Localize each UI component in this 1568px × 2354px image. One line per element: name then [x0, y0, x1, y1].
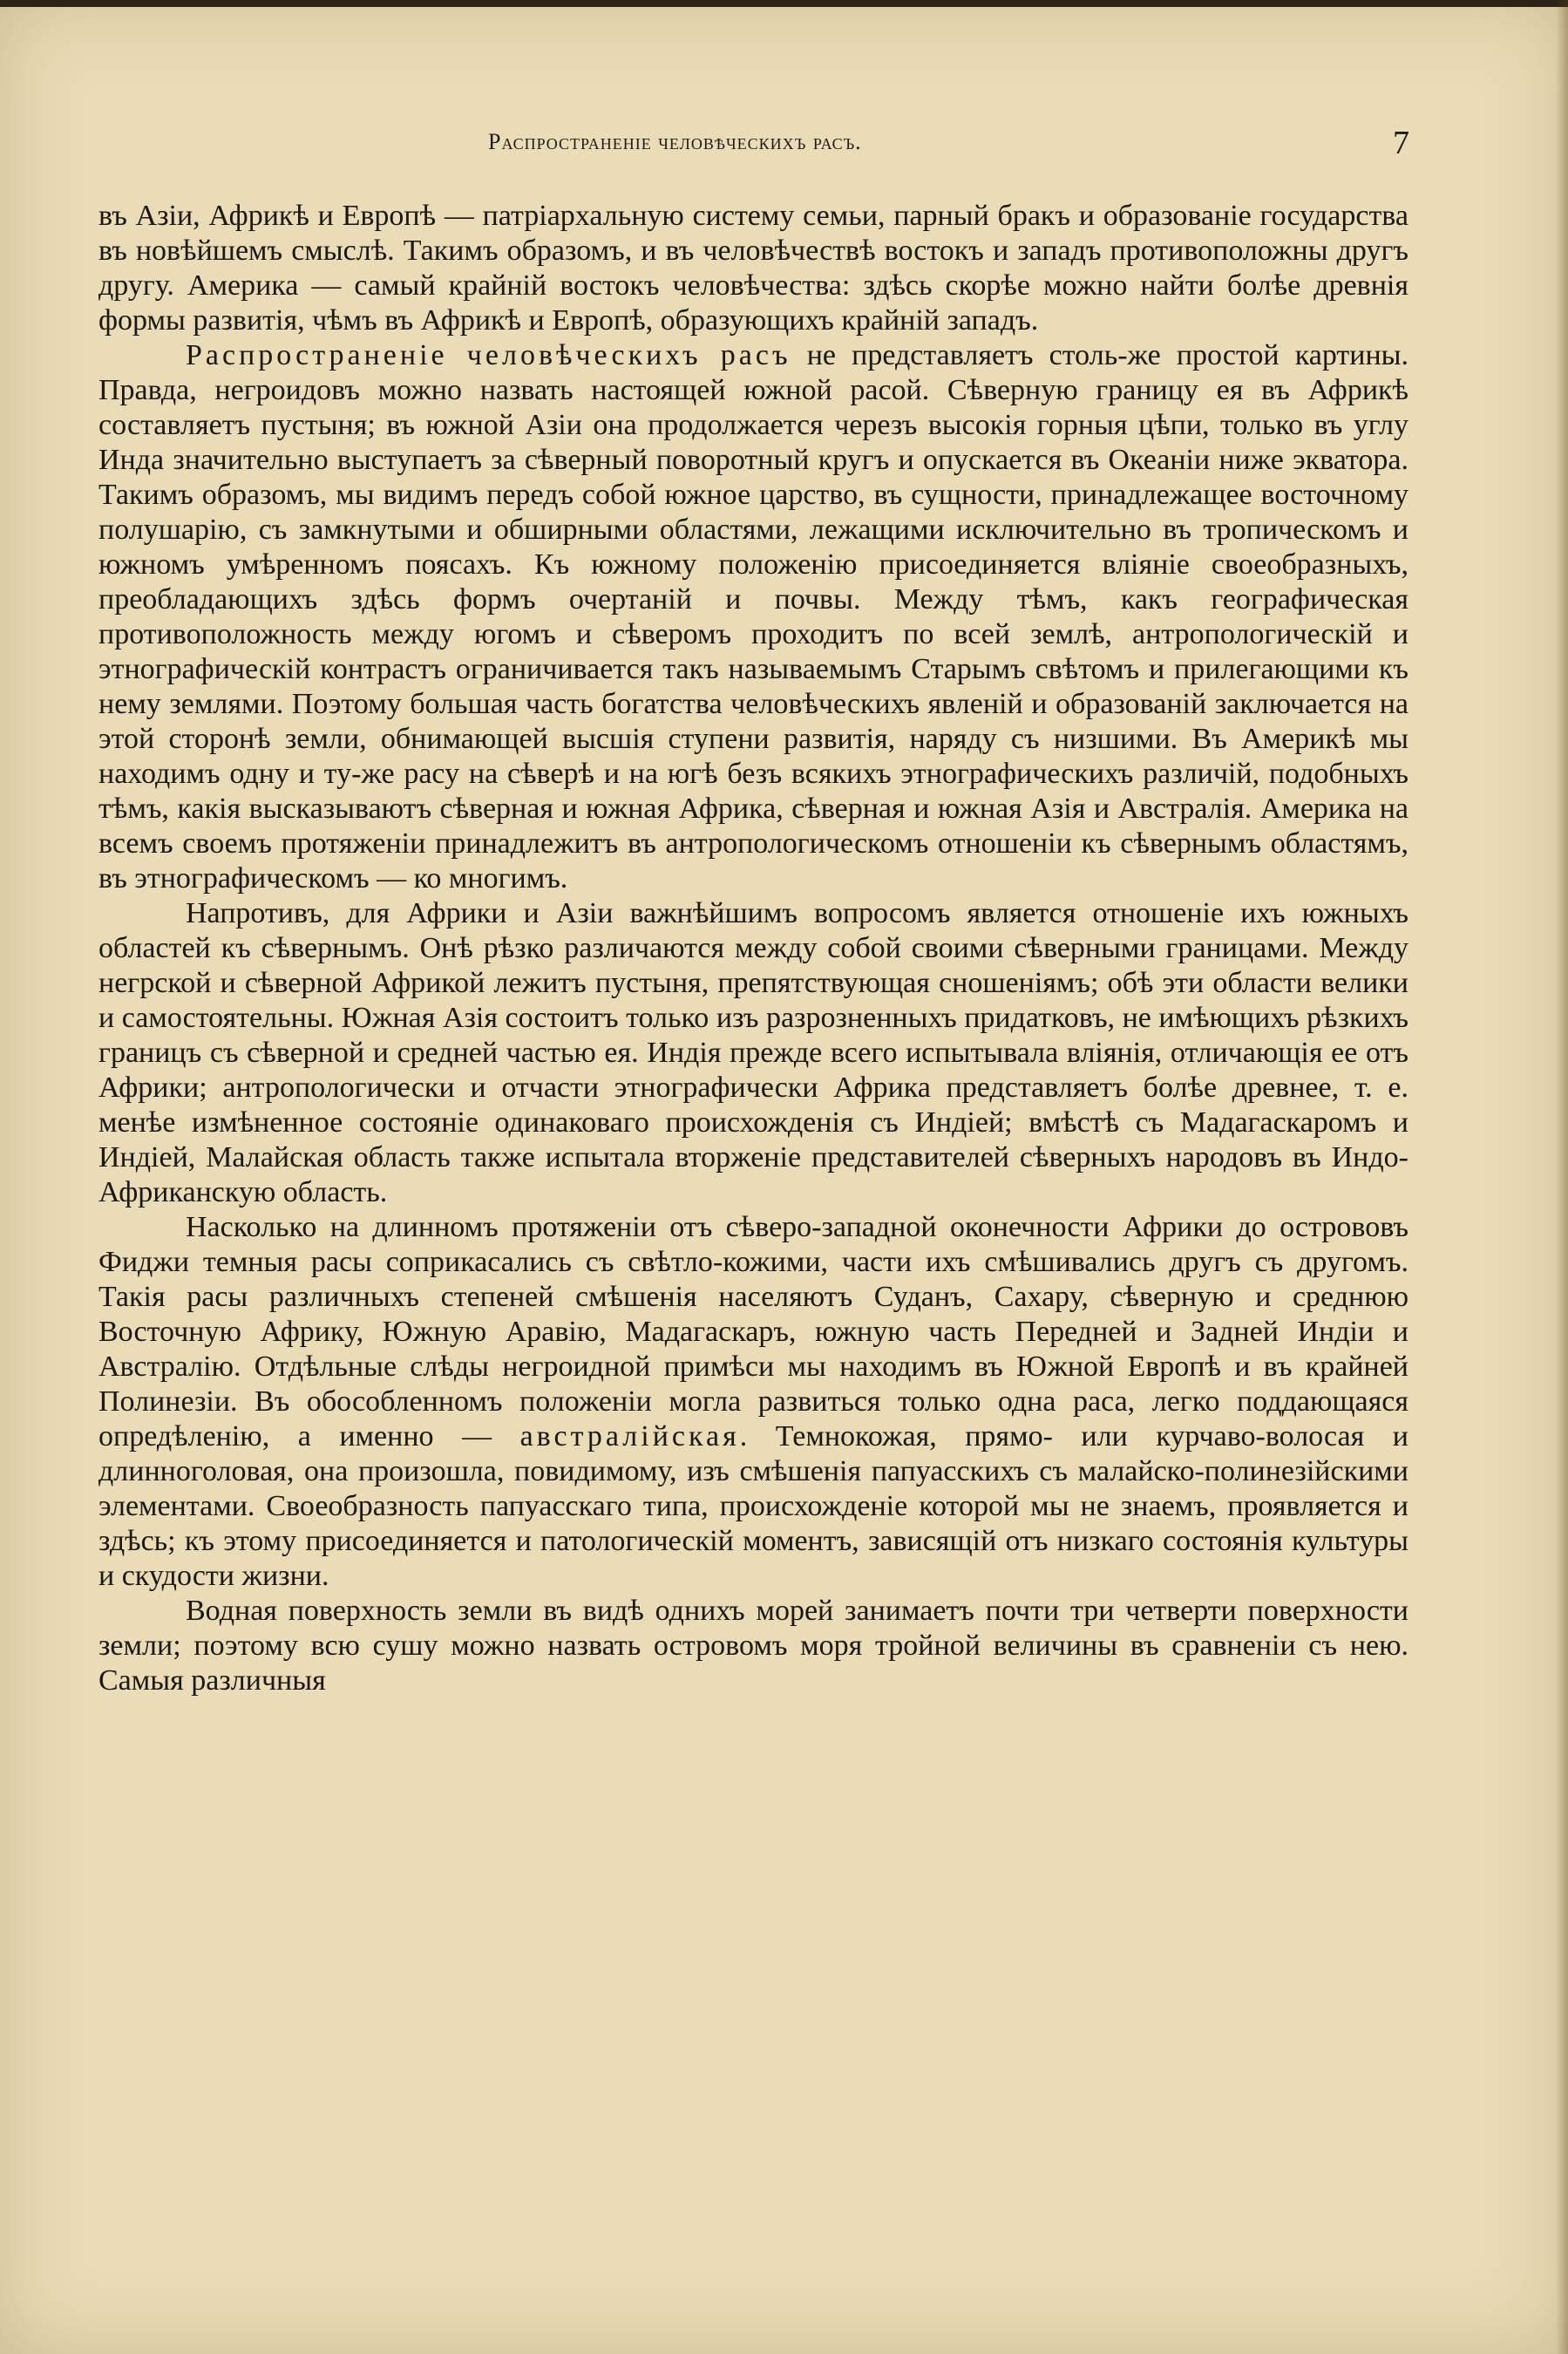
page-number: 7 — [1393, 125, 1409, 161]
paragraph-5: Водная поверхность земли въ видѣ однихъ морей занимаетъ почти три четверти поверхности земли; поэтому всю сушу можно назвать островомъ моря тройной величины въ сравненіи съ нею. Самыя различныя — [98, 1595, 1408, 1697]
paragraph-2-lead: Распространеніе человѣческихъ расъ — [186, 339, 791, 371]
paragraph-3: Напротивъ, для Африки и Азіи важнѣйшимъ вопросомъ является отношеніе ихъ южныхъ областей къ сѣвернымъ. Онѣ рѣзко различаются между собой своими сѣверными границами. Между негрской и сѣверной Африкой лежитъ пустыня, препятствующая сношеніямъ; обѣ эти области велики и самостоятельны. Южная Азія состоитъ только изъ разрозненныхъ придатковъ, не имѣющихъ рѣзкихъ границъ съ сѣверной и средней частью ея. Индія прежде всего испытывала вліянія, отличающія ее отъ Африки; антропологически и отчасти этнографически Африка представляетъ болѣе древнее, т. е. менѣе измѣненное состояніе одинаковаго происхожденія съ Индіей; вмѣстѣ съ Мадагаскаромъ и Индіей, Малайская область также испытала вторженіе представителей сѣверныхъ народовъ въ Индо-Африканскую область. — [98, 897, 1408, 1208]
paragraph-2 — [98, 338, 1408, 896]
paragraph-4-part-b: . Темнокожая, прямо- или курчаво-волосая и длинноголовая, она произошла, повидимому, изъ смѣшенія папуасскихъ съ малайско-полинезійскими элементами. Своеобразность папуасскаго типа, происхожденіе которой мы не знаемъ, проявляется и здѣсь; къ этому присоединяется и патологическій моментъ, зависящій отъ низкаго состоянія культуры и скудости жизни. — [98, 1420, 1408, 1592]
paragraph-4 — [98, 1210, 1408, 1594]
paragraph-2-rest: не представляетъ столь-же простой картины. Правда, негроидовъ можно назвать настоящей южной расой. Сѣверную границу ея въ Африкѣ составляетъ пустыня; въ южной Азіи она продолжается черезъ высокія горныя цѣпи, только въ углу Инда значительно выступаетъ за сѣверный поворотный кругъ и опускается въ Океаніи ниже экватора. Такимъ образомъ, мы видимъ передъ собой южное царство, въ сущности, принадлежащее восточному полушарію, съ замкнутыми и обширными областями, лежащими исключительно въ тропическомъ и южномъ умѣренномъ поясахъ. Къ южному положенію присоединяется вліяніе своеобразныхъ, преобладающихъ здѣсь формъ очертаній и почвы. Между тѣмъ, какъ географическая противоположность между югомъ и сѣверомъ проходитъ по всей землѣ, антропологическій и этнографическій контрастъ ограничивается такъ называемымъ Старымъ свѣтомъ и прилегающими къ нему землями. Поэтому большая часть богатства человѣческихъ явленій и образованій заключается на этой сторонѣ земли, обнимающей высшія ступени развитія, наряду съ низшими. Въ Америкѣ мы находимъ одну и ту-же расу на сѣверѣ и на югѣ безъ всякихъ этнографическихъ различій, подобныхъ тѣмъ, какія высказываютъ сѣверная и южная Африка, сѣверная и южная Азія и Австралія. Америка на всемъ своемъ протяженіи принадлежитъ въ антропологическомъ отношеніи къ сѣвернымъ областямъ, въ этнографическомъ — ко многимъ. — [98, 339, 1409, 895]
running-head: Распространеніе человѣческихъ расъ. — [488, 129, 862, 154]
paragraph-4-spaced-term: австралійская — [519, 1420, 740, 1453]
body-text — [98, 199, 1408, 1698]
paragraph-1: въ Азіи, Африкѣ и Европѣ — патріархальную систему семьи, парный бракъ и образованіе государства въ новѣйшемъ смыслѣ. Такимъ образомъ, и въ человѣчествѣ востокъ и западъ противоположны другъ другу. Америка — самый крайній востокъ человѣчества: здѣсь скорѣе можно найти болѣе древнія формы развитія, чѣмъ въ Африкѣ и Европѣ, образующихъ крайній западъ. — [98, 200, 1408, 337]
paragraph-4-part-a: Насколько на длинномъ протяженіи отъ сѣверо-западной оконечности Африки до острововъ Фиджи темныя расы соприкасались съ свѣтло-кожими, части ихъ смѣшивались другъ съ другомъ. Такія расы различныхъ степеней смѣшенія населяютъ Суданъ, Сахару, сѣверную и среднюю Восточную Африку, Южную Аравію, Мадагаскаръ, южную часть Передней и Задней Индіи и Австралію. Отдѣльные слѣды негроидной примѣси мы находимъ въ Южной Европѣ и въ крайней Полинезіи. Въ обособленномъ положеніи могла развиться только одна раса, легко поддающаяся опредѣленію, а именно — — [98, 1211, 1408, 1453]
top-edge-rule — [0, 0, 1568, 7]
page-edge-shadow — [1556, 0, 1568, 2354]
page-header — [0, 125, 1568, 173]
